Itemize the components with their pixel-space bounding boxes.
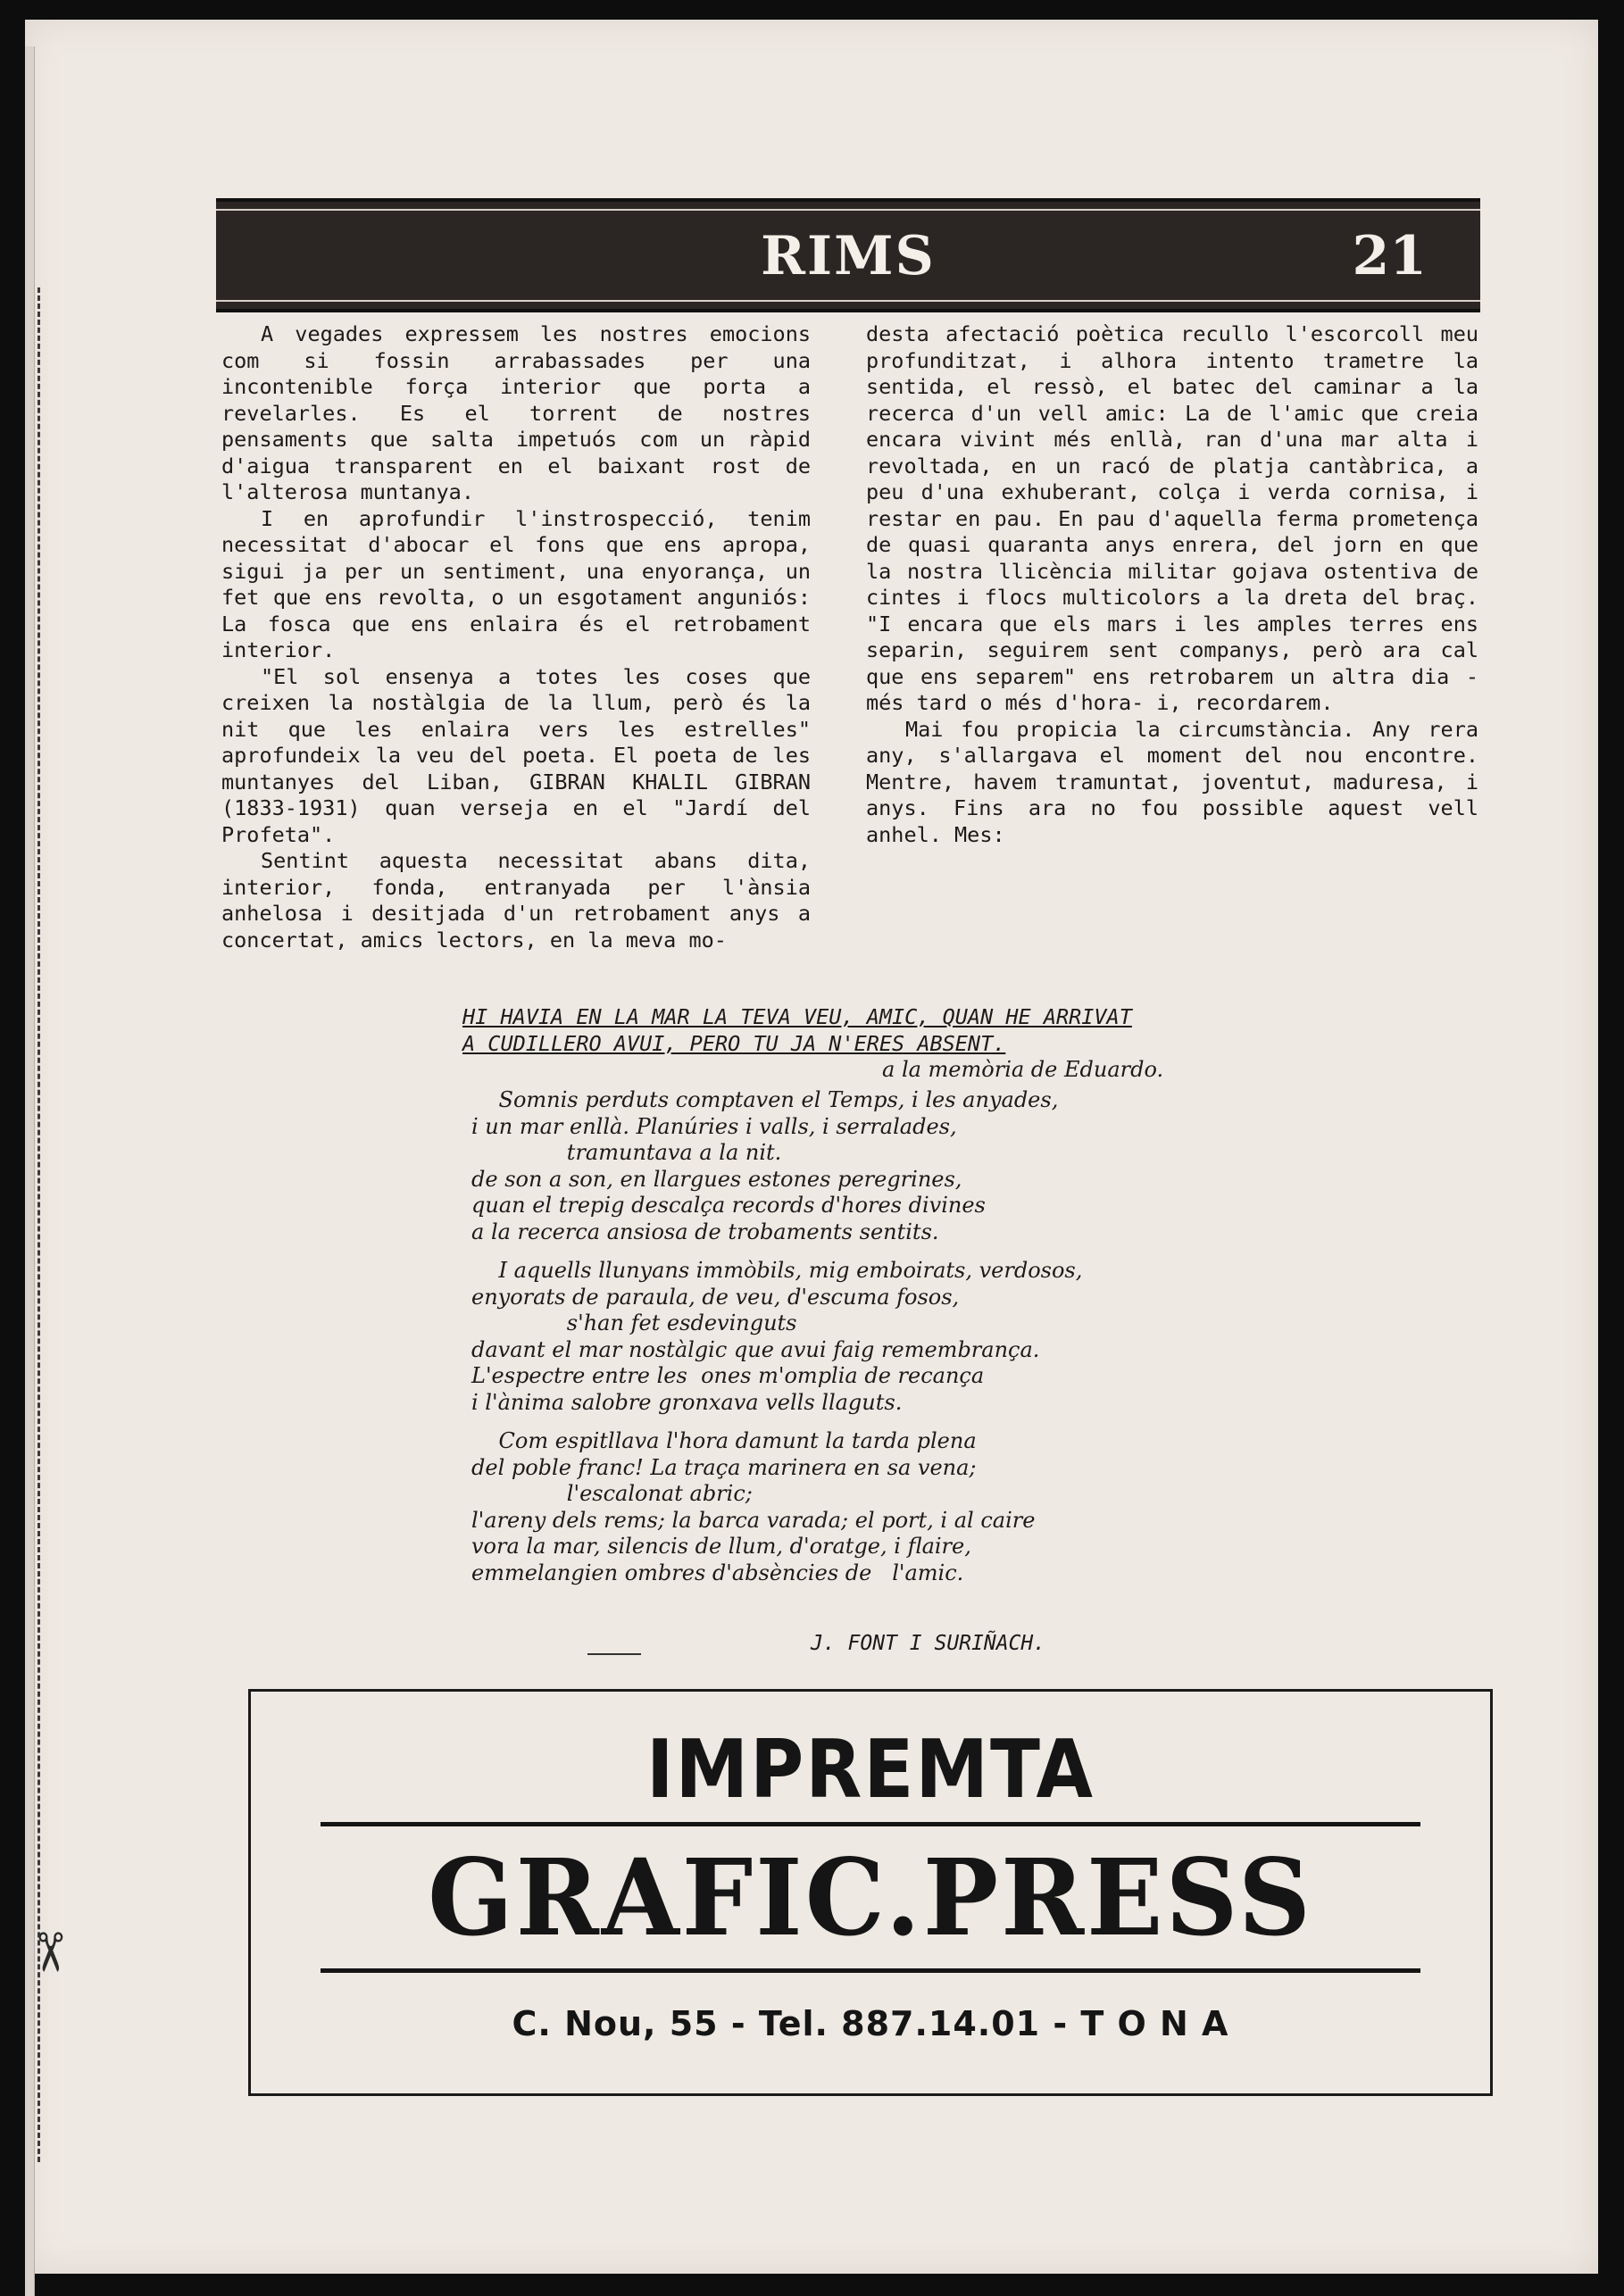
poem-line: Somnis perduts comptaven el Temps, i les anyades, <box>471 1087 1059 1112</box>
ad-brand-logo: GRAFIC.PRESS <box>428 1836 1313 1960</box>
poem-title <box>462 1003 1266 1057</box>
ad-title: IMPREMTA <box>646 1723 1095 1817</box>
paragraph: A vegades expressem les nostres emocions com si fossin arrabassades per una incontenible força interior que porta a revelarles. Es el torrent de nostres pensaments que salta impetuós com un ràpid d'aigua transparent en el baixant rost de l'alterosa muntanya. <box>221 321 811 504</box>
paragraph: desta afectació poètica recullo l'escorcoll meu profunditzat, i alhora intento trametre la sentida, el ressò, el batec del caminar a la recerca d'un vell amic: La de l'amic que creia encara vivint més enllà, ran d'una mar alta i revoltada, en un racó de platja cantàbrica, a peu d'una exhuberant, colça i verda cornisa, i restar en pau. En pau d'aquella ferma prometença de quasi quaranta anys enrera, del jorn en que la nostra llicència militar gojava ostentiva de cintes i flocs multicolors a la dreta del braç. "I encara que els mars i les amples terres ens separin, seguirem sent companys, però ara cal que ens separem" ens retrobarem un altra dia -més tard o més d'hora- i, recordarem. <box>866 321 1478 715</box>
poem-stanza <box>471 1428 1328 1586</box>
poem-line: i un mar enllà. Planúries i valls, i serralades, <box>471 1113 957 1139</box>
paragraph: Sentint aquesta necessitat abans dita, interior, fonda, entranyada per l'ànsia anhelosa i desitjada d'un retrobament anys a concertat, amics lectors, en la meva mo- <box>221 848 811 953</box>
ad-rule-bottom <box>321 1968 1420 1973</box>
poem-line: vora la mar, silencis de llum, d'oratge, i flaire, <box>471 1534 971 1559</box>
header-rule-top <box>216 209 1480 211</box>
signature-dash <box>587 1653 641 1655</box>
poem-dedication: a la memòria de Eduardo. <box>882 1057 1164 1082</box>
paragraph: Mai fou propicia la circumstància. Any rera any, s'allargava el moment del nou encontre. Mentre, havem tramuntat, joventut, maduresa, i anys. Fins ara no fou possible aquest vell anhel. Mes: <box>866 716 1478 847</box>
poem-line: i l'ànima salobre gronxava vells llaguts. <box>471 1389 903 1415</box>
poem-body <box>471 1087 1328 1599</box>
ad-contact: C. Nou, 55 - Tel. 887.14.01 - T O N A <box>512 2004 1229 2043</box>
poem-line: Com espitllava l'hora damunt la tarda plena <box>471 1428 977 1453</box>
poem-line: davant el mar nostàlgic que avui faig remembrança. <box>471 1336 1040 1362</box>
poem-stanza <box>471 1087 1328 1245</box>
scissors-icon: ✂ <box>18 1929 81 1976</box>
poem-title-line: A CUDILLERO AVUI, PERO TU JA N'ERES ABSENT. <box>462 1031 1006 1056</box>
poem-line: s'han fet esdevinguts <box>471 1310 797 1335</box>
poem-line: l'areny dels rems; la barca varada; el port, i al caire <box>471 1507 1036 1533</box>
poem-line: l'escalonat abric; <box>471 1481 753 1506</box>
article-column-right <box>866 321 1478 848</box>
cut-line <box>37 287 40 2162</box>
section-title: RIMS <box>761 225 936 287</box>
section-header <box>216 198 1480 312</box>
poem-line: a la recerca ansiosa de trobaments sentits. <box>471 1219 939 1244</box>
header-rule-bottom <box>216 300 1480 302</box>
ad-rule-top <box>321 1822 1420 1826</box>
poem-line: tramuntava a la nit. <box>471 1140 782 1165</box>
poem-line: del poble franc! La traça marinera en sa vena; <box>471 1454 977 1480</box>
poem-signature: J. FONT I SURIÑACH. <box>811 1632 1046 1655</box>
print-shop-advertisement <box>248 1689 1493 2096</box>
poem-line: I aquells llunyans immòbils, mig emboirats, verdosos, <box>471 1258 1083 1283</box>
page-number: 21 <box>1352 225 1427 287</box>
magazine-page <box>18 20 1598 2274</box>
paragraph: "El sol ensenya a totes les coses que creixen la nostàlgia de la llum, però és la nit que les enlaira vers les estrelles" aprofundeix la veu del poeta. El poeta de les muntanyes del Liban, GIBRAN KHALIL GIBRAN (1833-1931) quan verseja en el "Jardí del Profeta". <box>221 663 811 847</box>
paragraph: I en aprofundir l'instrospecció, tenim necessitat d'abocar el fons que ens apropa, sigui ja per un sentiment, una enyorança, un fet que ens revolta, o un esgotament anguniós: La fosca que ens enlaira és el retrobament interior. <box>221 505 811 662</box>
poem-stanza <box>471 1258 1328 1416</box>
article-column-left <box>221 321 811 953</box>
poem-line: emmelangien ombres d'absències de l'amic. <box>471 1560 964 1585</box>
poem-line: quan el trepig descalça records d'hores divines <box>471 1193 986 1218</box>
poem-line: L'espectre entre les ones m'omplia de recança <box>471 1363 985 1388</box>
poem-line: de son a son, en llargues estones peregrines, <box>471 1166 962 1192</box>
poem-line: enyorats de paraula, de veu, d'escuma fosos, <box>471 1284 960 1310</box>
poem-title-line: HI HAVIA EN LA MAR LA TEVA VEU, AMIC, QUAN HE ARRIVAT <box>462 1004 1132 1029</box>
